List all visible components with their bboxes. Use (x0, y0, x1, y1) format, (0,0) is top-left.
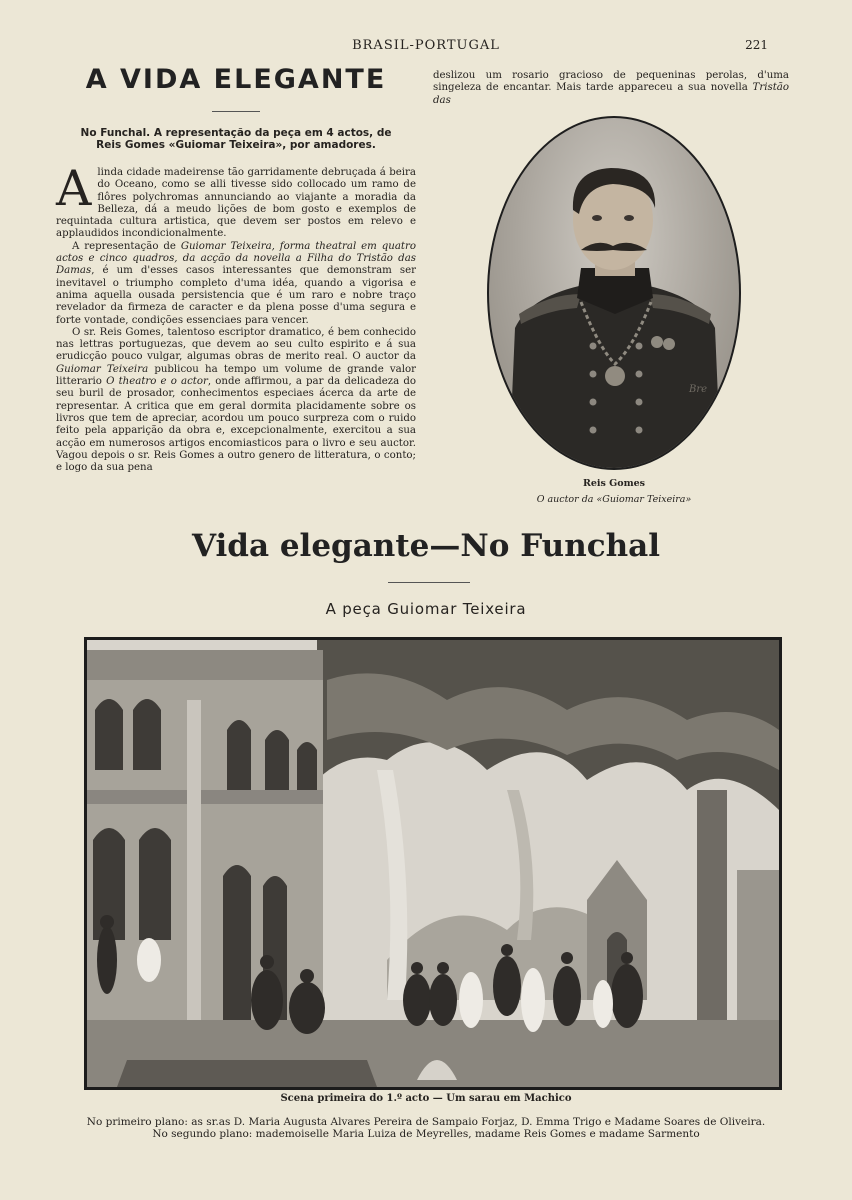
article-body-left (56, 160, 416, 474)
p3-italic-2: O theatro e o actor (106, 376, 208, 388)
paragraph-3 (56, 327, 416, 475)
stage-photo-caption: Scena primeira do 1.º acto — Um sarau em Machico (280, 1093, 572, 1104)
subtitle-line-1: No Funchal. A representação da peça em 4 actos, de (80, 127, 392, 139)
drop-cap: A (56, 160, 92, 217)
paragraph-1-text: linda cidade madeirense tão garridamente debruçada á beira do Oceano, como se alli tivesse sido collocado um ramo de flôres polychromas annunciando ao viajante a moradia da Belleza, dá a meudo lições de bom gosto e exemplos de requintada cultura artistica, que devem ser postos em relevo e applaudidos incondicionalmente. (56, 167, 416, 240)
portrait-photo (487, 116, 741, 470)
page-number: 221 (745, 38, 768, 52)
p2-text-b: , é um d'esses casos interessantes que demonstram ser inevitavel o triumpho completo d'uma idéa, quando a vigorisa e anima aquella ousada persistencia que é um raro e nobre traço revelador da firmeza de caracter e da plena posse d'uma segura e forte vontade, condições essenciaes para vencer. (56, 265, 416, 326)
section-subtitle: A peça Guiomar Teixeira (325, 600, 527, 618)
portrait-figure (489, 118, 739, 468)
p2-text-a: A representação de (72, 240, 181, 252)
caption-second-plan: No segundo plano: mademoiselle Maria Luiza de Meyrelles, madame Reis Gomes e madame Sarmento (152, 1128, 700, 1140)
running-head: BRASIL-PORTUGAL (352, 38, 500, 53)
p3-text-a: O sr. Reis Gomes, talentoso escriptor dramatico, é bem conhecido nas lettras portuguezas, que devem ao seu culto espirito e á sua erudicção pouco vulgar, algumas obras de merito real. O auctor da (56, 326, 416, 363)
paragraph-2 (56, 241, 416, 327)
p3-text-c: , onde affirmou, a par da delicadeza do seu buril de prosador, conhecimentos especiaes ácerca da arte de representar. A critica que em geral dormita placidamente sobre os livros que tem de apreciar, acordou um pouco surpreza com o ruido feito pela apparição da obra e, excepcionalmente, exercitou a sua acção em numerosos artigos encomiasticos para o livro e seu auctor. Vagou depois o sr. Reis Gomes a outro genero de litteratura, o conto; e logo da sua pena (56, 376, 416, 474)
p3-text-b: publicou ha tempo um volume de grande valor litterario (56, 363, 416, 388)
stage-photo (84, 637, 782, 1090)
portrait-signature: Bre (689, 384, 708, 395)
section-rule (388, 582, 470, 583)
article-subtitle (54, 127, 418, 151)
stage-scene (87, 640, 779, 1087)
portrait-caption-sub: O auctor da «Guiomar Teixeira» (536, 494, 692, 505)
p2-italic: Guiomar Teixeira, forma theatral em quatro actos e cinco quadros, da acção da novella a Filha do Tristão das Damas (56, 240, 416, 277)
paragraph-1 (56, 160, 416, 241)
right-italic: Tristão das (433, 82, 789, 106)
section-title: Vida elegante—No Funchal (191, 528, 661, 564)
subtitle-line-2: Reis Gomes «Guiomar Teixeira», por amadores. (96, 139, 376, 151)
caption-first-plan: No primeiro plano: as sr.as D. Maria Augusta Alvares Pereira de Sampaio Forjaz, D. Emma Trigo e Madame Soares de Oliveira. (86, 1116, 766, 1128)
right-text: deslizou um rosario gracioso de pequeninas perolas, d'uma singeleza de encantar. Mais tarde appareceu a sua novella (433, 70, 789, 94)
portrait-caption-name: Reis Gomes (582, 478, 646, 489)
p3-italic-1: Guiomar Teixeira (56, 363, 149, 375)
article-title: A VIDA ELEGANTE (85, 64, 387, 95)
title-rule (212, 111, 260, 112)
article-body-right (433, 70, 789, 107)
